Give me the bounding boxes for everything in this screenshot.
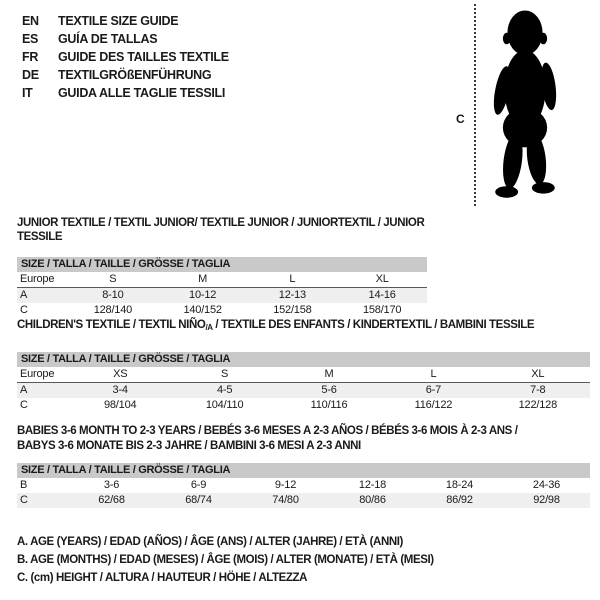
title-line-2: BABYS 3-6 MONATE BIS 2-3 JAHRE / BAMBINI 3-6 MESI A 2-3 ANNI xyxy=(17,439,361,452)
table-cell: 24-36 xyxy=(532,479,561,491)
table-cell: 62/68 xyxy=(98,494,125,506)
table-cell: 3-6 xyxy=(103,479,120,491)
table-cell: 12-13 xyxy=(278,289,306,301)
babies-textile-section xyxy=(17,424,590,508)
language-row xyxy=(22,66,229,84)
table-row-europe xyxy=(17,367,590,383)
table-cell: M xyxy=(324,368,334,380)
size-header-bar: SIZE / TALLA / TAILLE / GRÖSSE / TAGLIA xyxy=(17,463,590,478)
table-row-c xyxy=(17,303,427,318)
table-cell: 3-4 xyxy=(112,384,128,396)
table-cell: 104/110 xyxy=(205,399,244,411)
table-cell: 4-5 xyxy=(216,384,233,396)
row-label: Europe xyxy=(20,273,55,285)
language-code: EN xyxy=(22,14,39,28)
language-code: IT xyxy=(22,86,33,100)
language-title: GUÍA DE TALLAS xyxy=(58,32,158,46)
row-label: C xyxy=(20,494,28,506)
height-label-c: C xyxy=(456,112,465,126)
table-cell: 128/140 xyxy=(93,304,133,316)
table-row-b xyxy=(17,478,590,493)
note-age-months: B. AGE (MONTHS) / EDAD (MESES) / ÂGE (MOIS) / ALTER (MONATE) / ETÀ (MESI) xyxy=(17,554,434,566)
language-code: FR xyxy=(22,50,39,64)
table-cell: M xyxy=(198,273,208,285)
title-text: / TEXTILE DES ENFANTS / KINDERTEXTIL / BAMBINI TESSILE xyxy=(212,319,535,331)
table-cell: L xyxy=(289,273,296,285)
table-cell: 122/128 xyxy=(518,399,558,411)
table-cell: 152/158 xyxy=(273,304,312,316)
table-row-europe xyxy=(17,272,427,288)
title-line-1: BABIES 3-6 MONTH TO 2-3 YEARS / BEBÉS 3-6 MESES A 2-3 AÑOS / BÉBÉS 3-6 MOIS À 2-3 ANS / xyxy=(17,425,518,437)
table-cell: 80/86 xyxy=(359,494,386,506)
table-cell: XL xyxy=(375,273,389,285)
table-cell: 98/104 xyxy=(103,399,137,411)
row-label: C xyxy=(20,399,28,411)
language-row xyxy=(22,84,229,102)
junior-textile-section xyxy=(17,216,427,318)
table-cell: 74/80 xyxy=(272,494,299,506)
table-cell: 158/170 xyxy=(362,304,402,316)
title-text: CHILDREN'S TEXTILE / TEXTIL NIÑO xyxy=(17,319,206,331)
language-code: DE xyxy=(22,68,39,82)
table-cell: 6-9 xyxy=(190,479,207,491)
legend-notes xyxy=(17,533,434,587)
language-row xyxy=(22,48,229,66)
size-header-bar: SIZE / TALLA / TAILLE / GRÖSSE / TAGLIA xyxy=(17,257,427,272)
table-cell: 110/116 xyxy=(310,399,348,411)
table-cell: 9-12 xyxy=(274,479,297,491)
table-cell: 8-10 xyxy=(102,289,124,301)
language-list xyxy=(22,12,229,102)
table-cell: 116/122 xyxy=(414,399,453,411)
table-cell: 7-8 xyxy=(530,384,546,396)
row-label: A xyxy=(20,289,28,301)
note-age-years: A. AGE (YEARS) / EDAD (AÑOS) / ÂGE (ANS) / ALTER (JAHRE) / ETÀ (ANNI) xyxy=(17,536,403,548)
table-cell: S xyxy=(109,273,117,285)
table-cell: 5-6 xyxy=(321,384,337,396)
language-title: GUIDA ALLE TAGLIE TESSILI xyxy=(58,86,226,100)
toddler-silhouette-image xyxy=(483,8,567,206)
language-title: TEXTILGRÖßENFÜHRUNG xyxy=(58,68,212,82)
table-cell: 68/74 xyxy=(185,494,212,506)
language-code: ES xyxy=(22,32,39,46)
language-title: TEXTILE SIZE GUIDE xyxy=(58,14,179,28)
table-row-a xyxy=(17,383,590,398)
table-cell: 12-18 xyxy=(358,479,387,491)
title-subscript: /A xyxy=(205,323,213,332)
childrens-textile-section xyxy=(17,318,590,413)
table-cell: 10-12 xyxy=(189,289,217,301)
row-label: Europe xyxy=(20,368,55,380)
table-title xyxy=(17,318,590,335)
table-cell: 86/92 xyxy=(446,494,473,506)
table-cell: 14-16 xyxy=(368,289,396,301)
language-row xyxy=(22,30,229,48)
table-cell: L xyxy=(430,368,437,380)
note-height-cm: C. (cm) HEIGHT / ALTURA / HAUTEUR / HÖHE / ALTEZZA xyxy=(17,572,308,584)
table-title xyxy=(17,424,590,453)
language-title: GUIDE DES TAILLES TEXTILE xyxy=(58,50,229,64)
row-label: A xyxy=(20,384,28,396)
table-cell: XL xyxy=(531,368,545,380)
table-row-c xyxy=(17,398,590,413)
table-cell: 140/152 xyxy=(183,304,222,316)
row-label: B xyxy=(20,479,28,491)
table-cell: 18-24 xyxy=(445,479,474,491)
row-label: C xyxy=(20,304,28,316)
table-cell: S xyxy=(221,368,229,380)
size-header-bar: SIZE / TALLA / TAILLE / GRÖSSE / TAGLIA xyxy=(17,352,590,367)
table-cell: XS xyxy=(113,368,128,380)
table-row-a xyxy=(17,288,427,303)
height-measure-dotted-line xyxy=(474,4,476,206)
language-row xyxy=(22,12,229,30)
table-title: JUNIOR TEXTILE / TEXTIL JUNIOR/ TEXTILE JUNIOR / JUNIORTEXTIL / JUNIOR TESSILE xyxy=(17,217,425,243)
table-cell: 92/98 xyxy=(533,494,560,506)
table-cell: 6-7 xyxy=(425,384,442,396)
table-row-c xyxy=(17,493,590,508)
